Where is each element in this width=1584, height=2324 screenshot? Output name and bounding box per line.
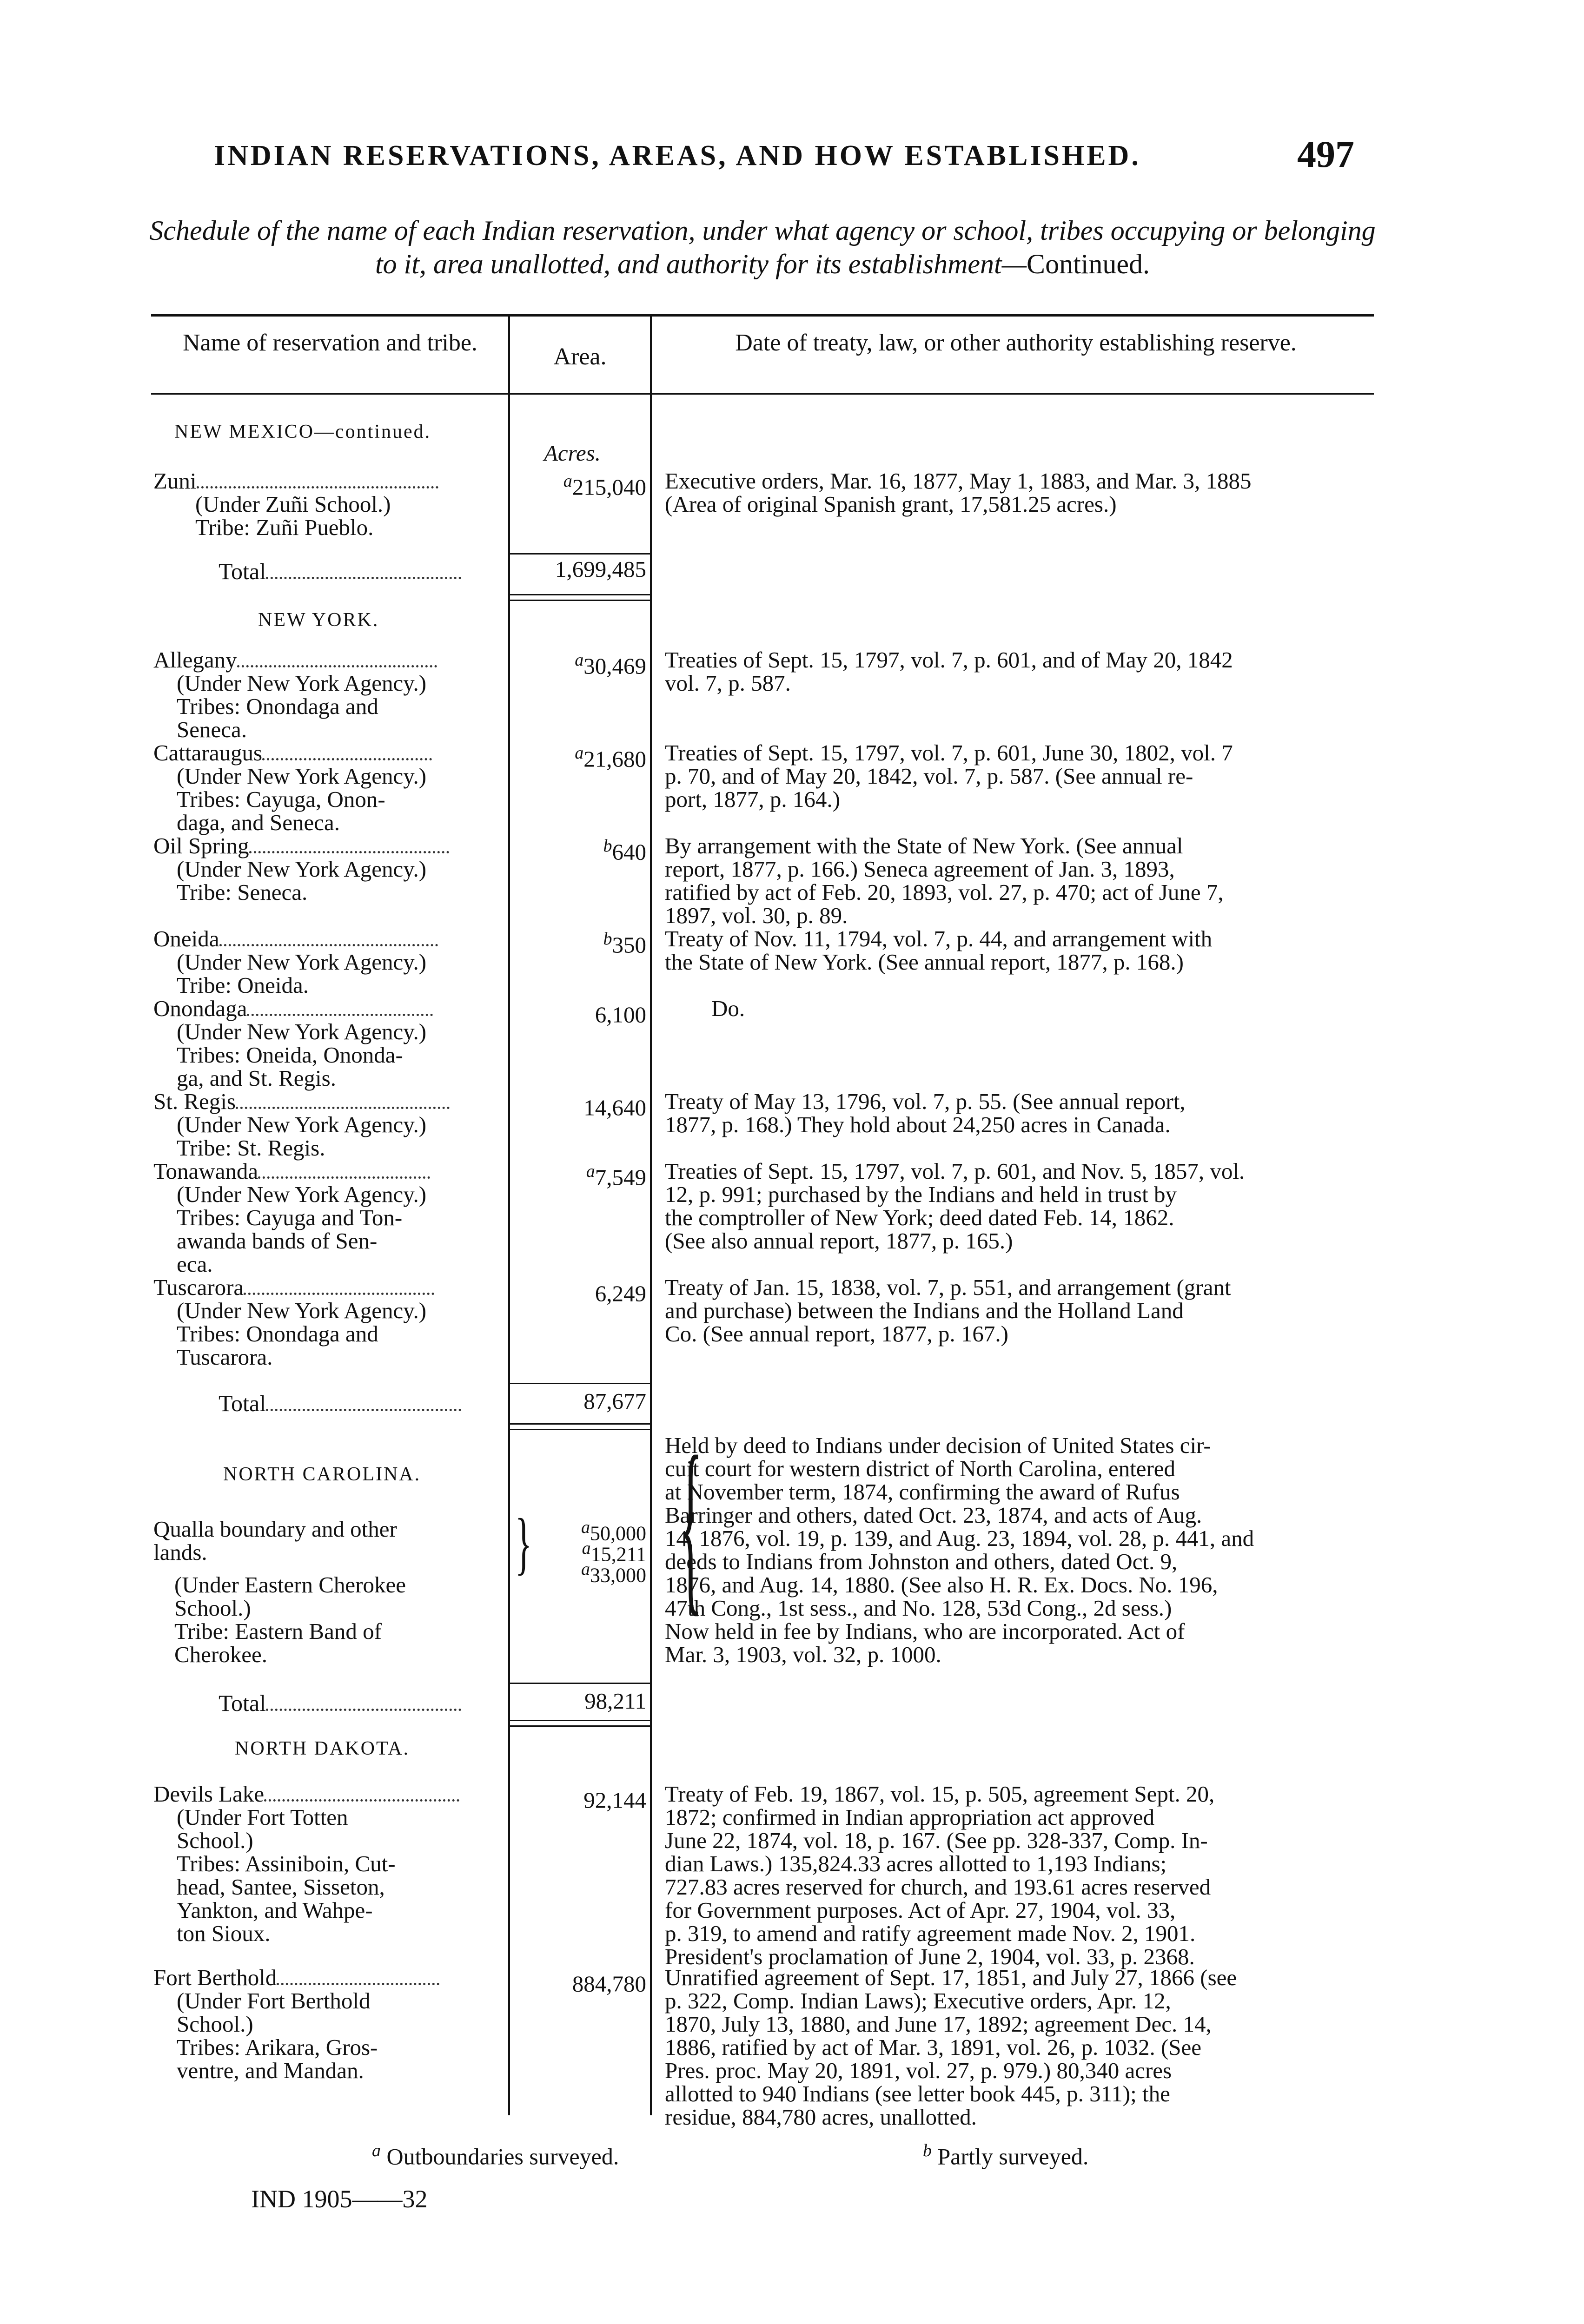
reservation-details: (Under New York Agency.) Tribe: St. Regis. [177,1112,427,1161]
authority-brace: { [679,1416,703,1632]
header-bottom-rule [151,393,1374,395]
authority-text: By arrangement with the State of New York. (See annual report, 1877, p. 166.) Seneca agreement of Jan. 3, 1893, ratified by act of Feb. 20, 1893, vol. 27, p. 470; act of June 7, 1897, vol. 30, p. 89. [665,833,1224,928]
footnote-a: $^a$ Outboundaries surveyed. [372,2141,619,2170]
left-brace: } [515,1505,532,1582]
total-double-rule [510,1429,650,1430]
area-value: 884,780 [572,1971,646,1997]
reservation-details: (Under New York Agency.) Tribe: Oneida. [177,949,427,998]
authority-text: Treaties of Sept. 15, 1797, vol. 7, p. 601, and of May 20, 1842 vol. 7, p. 587. [665,647,1233,696]
total-label: Total [219,558,461,585]
total-double-rule [510,594,650,595]
reservation-name: Fort Berthold [153,1966,497,1989]
area-value: $^a$30,469 [575,650,646,679]
total-double-rule [510,600,650,601]
reservation-name: Tonawanda [153,1160,497,1183]
signature-mark: IND 1905——32 [251,2185,428,2213]
total-rule [510,553,650,555]
reservation-details: (Under New York Agency.) Tribes: Onondaga and Seneca. [177,670,427,742]
authority-text: Treaties of Sept. 15, 1797, vol. 7, p. 601, and Nov. 5, 1857, vol. 12, p. 991; purchased by the Indians and held in trust by the comptroller of New York; deed dated Feb. 14, 1862. (See also annual report, 1877, p. 165.) [665,1158,1245,1254]
section-heading: NORTH DAKOTA. [235,1738,410,1759]
caption-text: Schedule of the name of each Indian reservation, under what agency or school, tribes occupying or belonging to it, area unallotted, and authority for its establishment— [149,215,1376,279]
total-label: Total [219,1390,461,1417]
section-heading: NORTH CAROLINA. [223,1464,421,1485]
reservation-details: (Under Zuñi School.) Tribe: Zuñi Pueblo. [195,491,391,540]
authority-text: Treaty of Feb. 19, 1867, vol. 15, p. 505, agreement Sept. 20, 1872; confirmed in Indian appropriation act approved June 22, 1874, vol. 18, p. 167. (See pp. 328-337, Comp. In- dian Laws.) 135,824.33 acres allotted to 1,193 Indians; 727.83 acres reserved for church, and 193.61 acres reserved for Government purposes. Act of Apr. 27, 1904, vol. 33, p. 319, to amend and ratify agreement made Nov. 2, 1901. President's proclamation of June 2, 1904, vol. 33, p. 2368. [665,1781,1215,1969]
column-header-name: Name of reservation and tribe. [183,330,477,356]
table-top-rule [151,314,1374,317]
area-value: $^a$21,680 [575,743,646,772]
area-value: a50,000 [581,1518,646,1545]
total-value: 98,211 [584,1688,646,1714]
reservation-details: (Under New York Agency.) Tribe: Seneca. [177,856,427,905]
total-value: 87,677 [583,1388,646,1414]
section-heading: NEW YORK. [258,609,379,631]
area-value: a33,000 [581,1559,646,1587]
reservation-name: Oneida [153,927,497,951]
reservation-name: Oil Spring [153,834,497,858]
reservation-details: (Under New York Agency.) Tribes: Cayuga, Onon- daga, and Seneca. [177,763,427,835]
column-header-area: Area. [553,343,607,370]
reservation-details: (Under New York Agency.) Tribes: Oneida, Ononda- ga, and St. Regis. [177,1019,427,1091]
reservation-name: Tuscarora [153,1276,497,1299]
reservation-name: Onondaga [153,997,497,1020]
reservation-details: (Under Fort Berthold School.) Tribes: Arikara, Gros- ventre, and Mandan. [177,1988,378,2083]
running-title: INDIAN RESERVATIONS, AREAS, AND HOW ESTABLISHED. [214,140,1141,172]
reservation-name: Zuni [153,469,497,493]
reservation-details: (Under Eastern Cherokee School.) Tribe: Eastern Band of Cherokee. [174,1572,406,1667]
area-value: $^a$215,040 [563,471,646,500]
area-value: $^a$7,549 [586,1162,646,1190]
table-caption [144,214,1381,281]
area-value: 14,640 [583,1095,646,1121]
authority-text: Do. [711,996,745,1021]
reservation-details: (Under New York Agency.) Tribes: Cayuga and Ton- awanda bands of Sen- eca. [177,1182,427,1277]
authority-text: Treaty of Nov. 11, 1794, vol. 7, p. 44, and arrangement with the State of New York. (See annual report, 1877, p. 168.) [665,926,1213,975]
footnote-b: $^b$ Partly surveyed. [923,2141,1089,2170]
total-rule [510,1383,650,1384]
caption-continued: Continued. [1027,249,1150,279]
total-double-rule [510,1725,650,1727]
area-value: $^b$350 [603,929,646,958]
total-double-rule [510,1423,650,1425]
area-value: 92,144 [583,1787,646,1813]
reservation-name: Devils Lake [153,1783,497,1806]
section-heading: NEW MEXICO—continued. [174,421,431,442]
reservation-name: Qualla boundary and other lands. [153,1516,397,1565]
total-value: 1,699,485 [555,556,646,582]
page-number: 497 [1297,133,1354,175]
reservation-name: Allegany [153,648,497,672]
authority-text: Treaty of May 13, 1796, vol. 7, p. 55. (See annual report, 1877, p. 168.) They hold about 24,250 acres in Canada. [665,1089,1186,1137]
reservation-name: Cattaraugus [153,741,497,765]
total-rule [510,1683,650,1684]
area-value: $^b$640 [603,836,646,865]
total-label: Total [219,1690,461,1717]
reservation-details: (Under Fort Totten School.) Tribes: Assiniboin, Cut- head, Santee, Sisseton, Yankton, and Wahpe- ton Sioux. [177,1804,396,1946]
total-double-rule [510,1720,650,1721]
authority-text: Held by deed to Indians under decision of United States cir- cuit court for western district of North Carolina, entered at November term, 1874, confirming the award of Rufus Barringer and others, dated Oct. 23, 1874, and acts of Aug. 14, 1876, vol. 19, p. 139, and Aug. 23, 1894, vol. 28, p. 441, and deeds to Indians from Johnston and others, dated Oct. 9, 1876, and Aug. 14, 1880. (See also H. R. Ex. Docs. No. 196, 47th Cong., 1st sess., and No. 128, 53d Cong., 2d sess.) Now held in fee by Indians, who are incorporated. Act of Mar. 3, 1903, vol. 32, p. 1000. [665,1433,1254,1667]
authority-text: Executive orders, Mar. 16, 1877, May 1, 1883, and Mar. 3, 1885 (Area of original Spanish grant, 17,581.25 acres.) [665,468,1252,517]
reservation-name: St. Regis [153,1090,497,1113]
column-header-authority: Date of treaty, law, or other authority establishing reserve. [735,330,1297,356]
area-value: 6,100 [595,1002,646,1028]
reservation-details: (Under New York Agency.) Tribes: Onondaga and Tuscarora. [177,1298,427,1370]
authority-text: Unratified agreement of Sept. 17, 1851, and July 27, 1866 (see p. 322, Comp. Indian Laws); Executive orders, Apr. 12, 1870, July 13, 1880, and June 17, 1892; agreement Dec. 14, 1886, ratified by act of Mar. 3, 1891, vol. 26, p. 1032. (See Pres. proc. May 20, 1891, vol. 27, p. 979.) 80,340 acres allotted to 940 Indians (see letter book 445, p. 311); the residue, 884,780 acres, unallotted. [665,1965,1237,2130]
area-value: 6,249 [595,1281,646,1307]
column-divider-2 [650,317,652,2115]
area-value: a15,211 [582,1538,646,1566]
area-units: Acres. [544,440,601,466]
authority-text: Treaty of Jan. 15, 1838, vol. 7, p. 551, and arrangement (grant and purchase) between the Indians and the Holland Land Co. (See annual report, 1877, p. 167.) [665,1274,1231,1347]
authority-text: Treaties of Sept. 15, 1797, vol. 7, p. 601, June 30, 1802, vol. 7 p. 70, and of May 20, 1842, vol. 7, p. 587. (See annual re- port, 1877, p. 164.) [665,740,1233,812]
